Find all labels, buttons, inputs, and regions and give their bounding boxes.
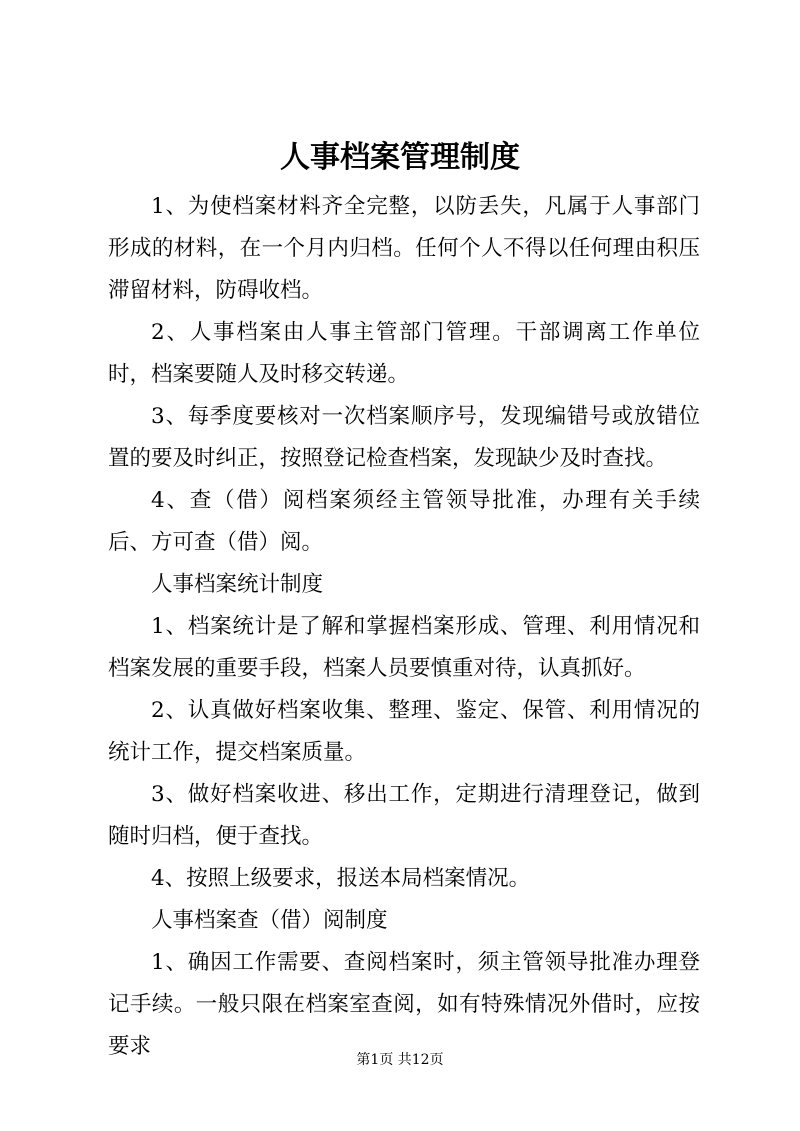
paragraph-2: 2、人事档案由人事主管部门管理。干部调离工作单位时，档案要随人及时移交转递。 [108,320,700,387]
paragraph-9: 1、确因工作需要、查阅档案时，须主管领导批准办理登记手续。一般只限在档案室查阅，如有特殊情况外借时，应按要求 [108,950,700,1059]
document-body [108,186,700,1068]
document-title: 人事档案管理制度 [280,140,520,175]
page-number-footer: 第1页 共12页 [356,1052,444,1068]
paragraph-7: 3、做好档案收进、移出工作，定期进行清理登记，做到随时归档，便于查找。 [108,782,700,849]
section-heading-access: 人事档案查（借）阅制度 [151,908,388,933]
section-heading-statistics: 人事档案统计制度 [151,572,324,597]
paragraph-5: 1、档案统计是了解和掌握档案形成、管理、利用情况和档案发展的重要手段，档案人员要慎重对待，认真抓好。 [108,614,700,681]
paragraph-8: 4、按照上级要求，报送本局档案情况。 [151,866,531,891]
paragraph-4: 4、查（借）阅档案须经主管领导批准，办理有关手续后、方可查（借）阅。 [108,488,700,555]
paragraph-3: 3、每季度要核对一次档案顺序号，发现编错号或放错位置的要及时纠正，按照登记检查档案，发现缺少及时查找。 [108,404,700,471]
paragraph-1: 1、为使档案材料齐全完整，以防丢失，凡属于人事部门形成的材料，在一个月内归档。任何个人不得以任何理由积压滞留材料，防碍收档。 [108,194,700,303]
paragraph-6: 2、认真做好档案收集、整理、鉴定、保管、利用情况的统计工作，提交档案质量。 [108,698,700,765]
